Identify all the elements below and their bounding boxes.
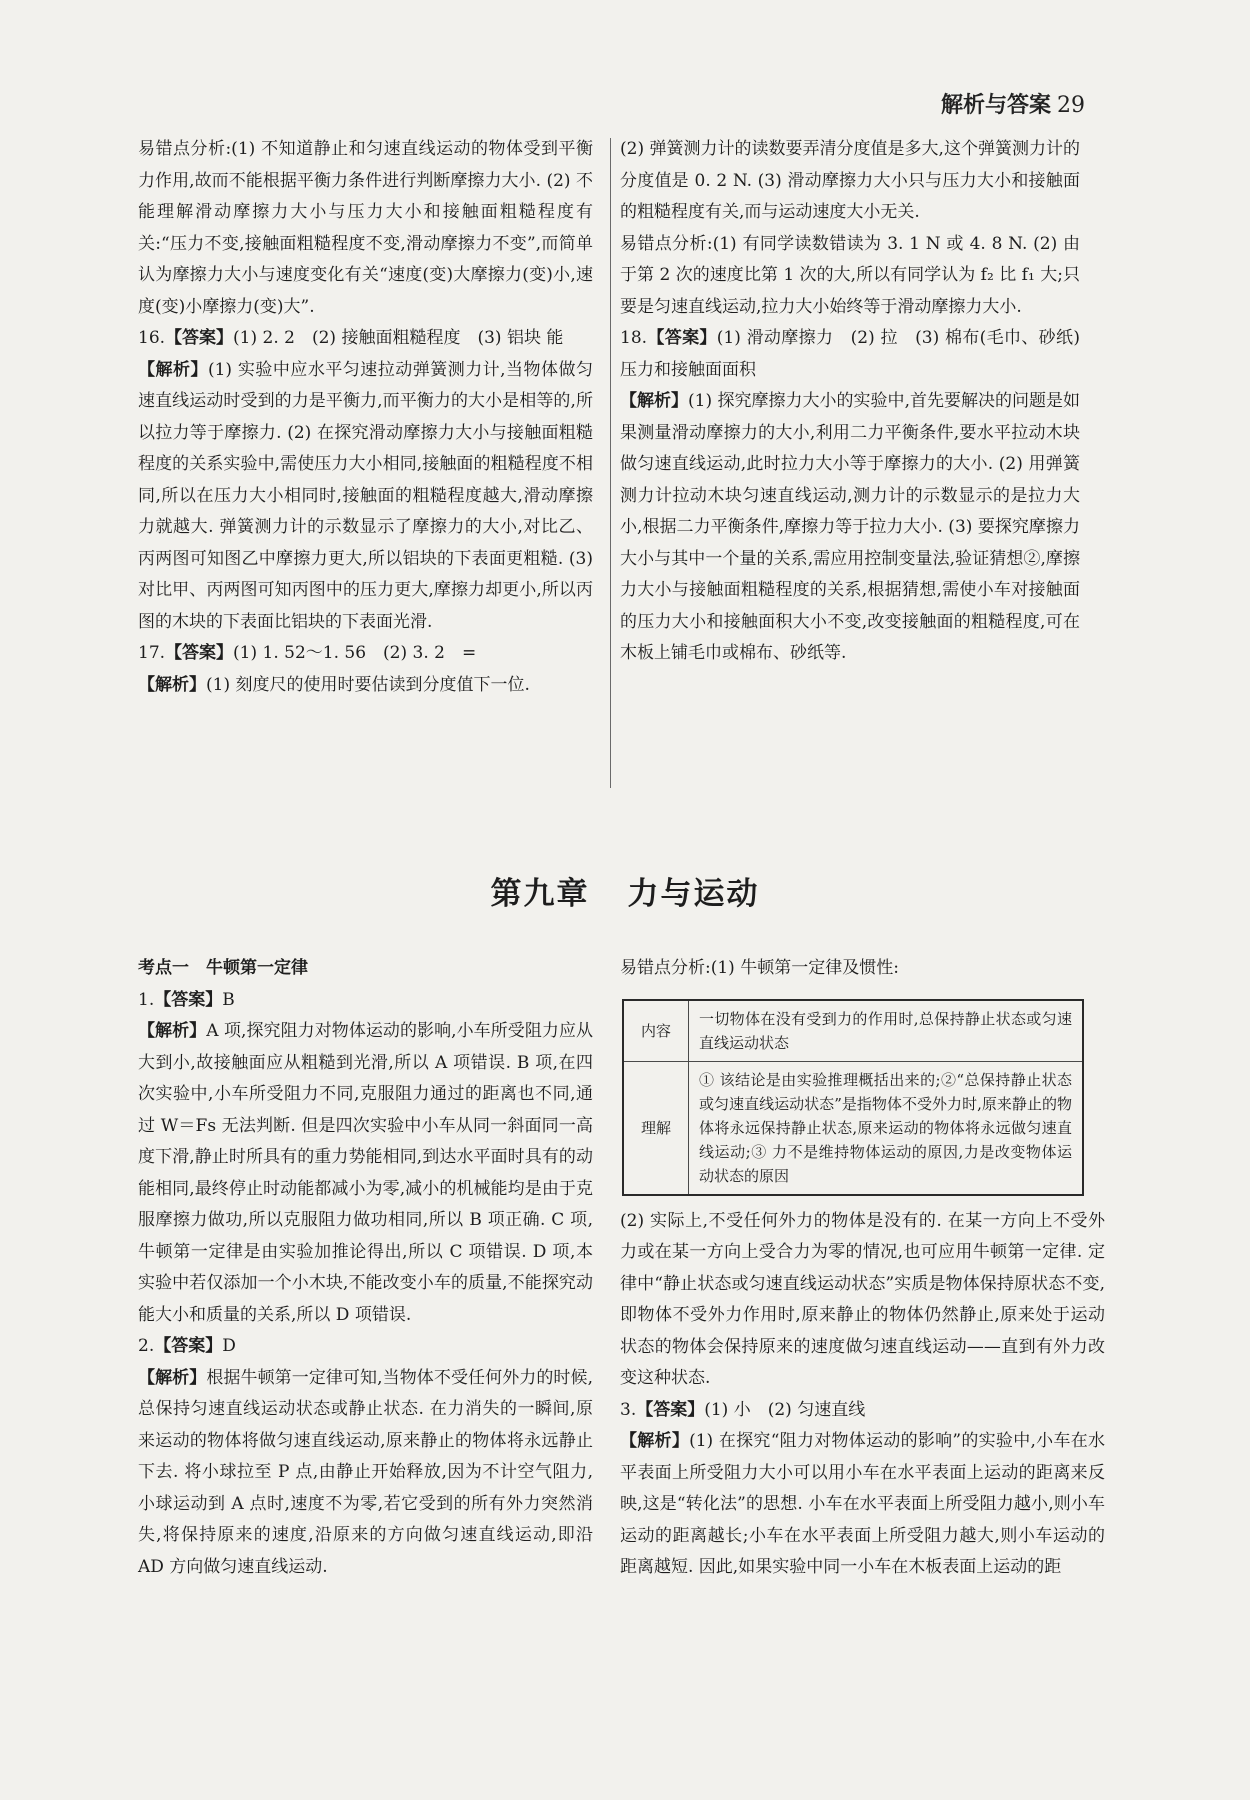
question-17-analysis: [138, 670, 593, 702]
question-2-answer: [138, 1331, 593, 1363]
answer-text: (1) 2. 2 (2) 接触面粗糙程度 (3) 铝块 能: [233, 328, 564, 348]
question-1-analysis: [138, 1016, 593, 1331]
question-1-answer: [138, 985, 593, 1017]
question-16-answer: [138, 323, 593, 355]
chapter-title: [0, 868, 1250, 913]
table-row: [623, 1000, 1083, 1062]
analysis-tag: 【解析】: [138, 1367, 207, 1388]
question-number: 16.: [138, 328, 166, 348]
error-analysis-paragraph: 易错点分析:(1) 不知道静止和匀速直线运动的物体受到平衡力作用,故而不能根据平衡力条件进行判断摩擦力大小. (2) 不能理解滑动摩擦力大小与压力大小和接触面粗糙程度有关:“压力不变,接触面粗糙程度不变,滑动摩擦力不变”,而简单认为摩擦力大小与速度变化有关“速度(变)大摩擦力(变)小,速度(变)小摩擦力(变)大”.: [138, 139, 593, 317]
key-point-heading: 考点一 牛顿第一定律: [138, 958, 308, 978]
answer-tag: 【答案】: [165, 328, 234, 348]
answer-text: (1) 1. 52～1. 56 (2) 3. 2 =: [233, 643, 477, 663]
analysis-text: 根据牛顿第一定律可知,当物体不受任何外力的时候,总保持匀速直线运动状态或静止状态. 在力消失的一瞬间,原来运动的物体将做匀速直线运动,原来静止的物体将永远静止下去. 将小球拉至 P 点,由静止开始释放,因为不计空气阻力,小球运动到 A 点时,速度不为零,若它受到的所有外力突然消失,将保持原来的速度,沿原来的方向做匀速直线运动,即沿 AD 方向做匀速直线运动.: [138, 1367, 593, 1577]
analysis-text: (1) 探究摩擦力大小的实验中,首先要解决的问题是如果测量滑动摩擦力的大小,利用二力平衡条件,要水平拉动木块做匀速直线运动,此时拉力大小等于摩擦力的大小. (2) 用弹簧测力计拉动木块匀速直线运动,测力计的示数显示的是拉力大小,根据二力平衡条件,摩擦力等于拉力大小. (3) 要探究摩擦力大小与其中一个量的关系,需应用控制变量法,验证猜想②,摩擦力大小与接触面粗糙程度的关系,根据猜想,需使小车对接触面的压力大小和接触面积大小不变,改变接触面的粗糙程度,可在木板上铺毛巾或棉布、砂纸等.: [620, 391, 1081, 663]
question-18-analysis: [620, 386, 1080, 670]
chapter-label: 第九章: [490, 876, 590, 912]
analysis-text: (1) 刻度尺的使用时要估读到分度值下一位.: [206, 674, 530, 695]
table-row-head: 内容: [623, 1000, 689, 1062]
analysis-tag: 【解析】: [620, 1431, 690, 1451]
analysis-text: (1) 在探究“阻力对物体运动的影响”的实验中,小车在水平表面上所受阻力大小可以用小车在水平表面上运动的距离来反映,这是“转化法”的思想. 小车在水平表面上所受阻力越小,则小车运动的距离越长;小车在水平表面上所受阻力越大,则小车运动的距离越短. 因此,如果实验中同一小车在木板表面上运动的距: [620, 1431, 1105, 1577]
analysis-tag: 【解析】: [138, 1021, 207, 1041]
analysis-text: A 项,探究阻力对物体运动的影响,小车所受阻力应从大到小,故接触面应从粗糙到光滑,所以 A 项错误. B 项,在四次实验中,小车所受阻力不同,克服阻力通过的距离也不同,通过 W＝Fs 无法判断. 但是四次实验中小车从同一斜面同一高度下滑,静止时所具有的重力势能相同,到达水平面时具有的动能相同,最终停止时动能都减小为零,减小的机械能均是由于克服摩擦力做功,所以克服阻力做功相同,所以 B 项正确. C 项,牛顿第一定律是由实验加推论得出,所以 C 项错误. D 项,本实验中若仅添加一个小木块,不能改变小车的质量,不能探究动能大小和质量的关系,所以 D 项错误.: [138, 1021, 593, 1325]
answer-tag: 【答案】: [636, 1399, 705, 1420]
answer-text: D: [222, 1336, 236, 1356]
answer-text: B: [222, 989, 235, 1010]
answer-tag: 【答案】: [647, 328, 717, 348]
question-2-analysis: [138, 1363, 593, 1584]
top-left-column: [138, 134, 593, 701]
table-row: [623, 1061, 1083, 1195]
error-analysis-paragraph: (2) 实际上,不受任何外力的物体是没有的. 在某一方向上不受外力或在某一方向上受合力为零的情况,也可应用牛顿第一定律. 定律中“静止状态或匀速直线运动状态”实质是物体保持原状态不变,即物体不受外力作用时,原来静止的物体仍然静止,原来处于运动状态的物体会保持原来的速度做匀速直线运动——直到有外力改变这种状态.: [620, 1210, 1105, 1388]
answer-text: (1) 小 (2) 匀速直线: [704, 1399, 866, 1420]
question-3-answer: [620, 1395, 1105, 1427]
answer-tag: 【答案】: [154, 1336, 223, 1356]
question-3-analysis: [620, 1426, 1105, 1584]
question-18-answer: [620, 323, 1098, 386]
question-number: 18.: [620, 328, 648, 348]
table-row-head: 理解: [623, 1061, 689, 1195]
page-header: [941, 88, 1085, 119]
bottom-right-column: [620, 953, 1105, 1584]
question-number: 3.: [620, 1399, 637, 1420]
analysis-text: (1) 实验中应水平匀速拉动弹簧测力计,当物体做匀速直线运动时受到的力是平衡力,而平衡力的大小是相等的,所以拉力等于摩擦力. (2) 在探究滑动摩擦力大小与接触面粗糙程度的关系实验中,需使压力大小相同,接触面的粗糙程度不相同,所以在压力大小相同时,接触面的粗糙程度越大,滑动摩擦力就越大. 弹簧测力计的示数显示了摩擦力的大小,对比乙、丙两图可知图乙中摩擦力更大,所以铝块的下表面更粗糙. (3) 对比甲、丙两图可知丙图中的压力更大,摩擦力却更小,所以丙图的木块的下表面比铝块的下表面光滑.: [138, 359, 593, 632]
question-number: 2.: [138, 1336, 155, 1356]
table-row-body: 一切物体在没有受到力的作用时,总保持静止状态或匀速直线运动状态: [689, 1000, 1084, 1062]
column-divider: [610, 138, 611, 788]
question-number: 17.: [138, 643, 166, 663]
question-16-analysis: [138, 355, 593, 639]
top-right-column: [620, 134, 1098, 670]
answer-text: (1) 滑动摩擦力 (2) 拉 (3) 棉布(毛巾、砂纸) 压力和接触面面积: [620, 328, 1098, 380]
analysis-tag: 【解析】: [138, 359, 208, 380]
page-number: 29: [1057, 93, 1085, 118]
answer-tag: 【答案】: [165, 643, 234, 663]
analysis-tag: 【解析】: [138, 674, 206, 695]
table-row-body: ① 该结论是由实验推理概括出来的;②“总保持静止状态或匀速直线运动状态”是指物体不受外力时,原来静止的物体将永远保持静止状态,原来运动的物体将永远做匀速直线运动;③ 力不是维持物体运动的原因,力是改变物体运动状态的原因: [689, 1061, 1084, 1195]
bottom-left-column: [138, 953, 593, 1583]
chapter-name: 力与运动: [627, 876, 760, 912]
continued-paragraph: (2) 弹簧测力计的读数要弄清分度值是多大,这个弹簧测力计的分度值是 0. 2 N. (3) 滑动摩擦力大小只与压力大小和接触面的粗糙程度有关,而与运动速度大小无关.: [620, 139, 1080, 222]
analysis-tag: 【解析】: [620, 391, 689, 411]
header-title: 解析与答案: [940, 93, 1051, 118]
answer-tag: 【答案】: [154, 989, 223, 1010]
error-analysis-intro: 易错点分析:(1) 牛顿第一定律及惯性:: [620, 958, 899, 978]
question-number: 1.: [138, 989, 155, 1010]
question-17-answer: [138, 638, 593, 670]
newton-first-law-table: [622, 999, 1084, 1196]
error-analysis-paragraph: 易错点分析:(1) 有同学读数错读为 3. 1 N 或 4. 8 N. (2) 由于第 2 次的速度比第 1 次的大,所以有同学认为 f₂ 比 f₁ 大;只要是匀速直线运动,拉力大小始终等于滑动摩擦力大小.: [620, 233, 1080, 317]
